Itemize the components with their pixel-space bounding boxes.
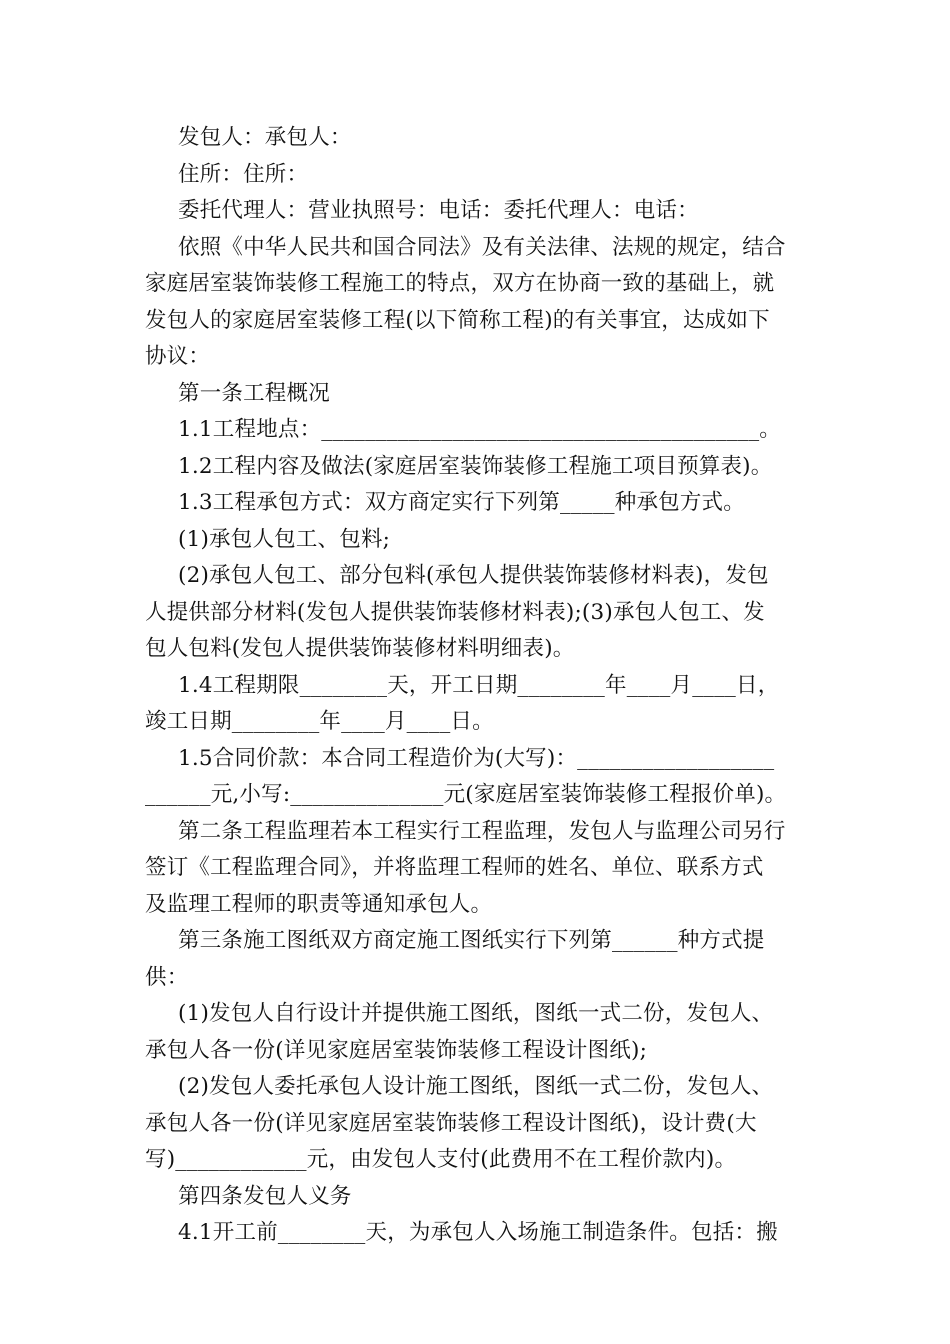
agent-line: 委托代理人：营业执照号：电话：委托代理人：电话： (178, 198, 699, 223)
article-3-heading: 第三条施工图纸双方商定施工图纸实行下列第______种方式提供： (145, 928, 765, 990)
article-2-paragraph: 第二条工程监理若本工程实行工程监理，发包人与监理公司另行 签订《工程监理合同》，并将监理工程师的姓名、单位、联系方式 及监理工程师的职责等通知承包人。 (145, 818, 786, 917)
clause-1-3-option-1: (1)承包人包工、包料; (178, 526, 391, 552)
clause-1-3: 1.3工程承包方式：双方商定实行下列第_____种承包方式。 (178, 490, 745, 515)
contract-body (145, 120, 805, 1252)
address-line: 住所：住所： (178, 161, 309, 187)
article-3-option-1: (1)发包人自行设计并提供施工图纸，图纸一式二份，发包人、 承包人各一份(详见家庭居室装饰装修工程设计图纸); (145, 1001, 774, 1063)
article-3-option-2: (2)发包人委托承包人设计施工图纸，图纸一式二份，发包人、 承包人各一份(详见家庭居室装饰装修工程设计图纸)，设计费(大 写)____________元，由发包人支付(此费用不在工程价款内)。 (145, 1074, 774, 1172)
party-line: 发包人：承包人： (178, 125, 352, 150)
clause-4-1: 4.1开工前________天，为承包人入场施工制造条件。包括：搬 (178, 1220, 778, 1245)
clause-1-5: 1.5合同价款：本合同工程造价为(大写)：__________________ ______元,小写:______________元(家庭居室装饰装修工程报价单)。 (145, 745, 787, 807)
article-1-heading: 第一条工程概况 (178, 380, 330, 406)
preamble-paragraph: 依照《中华人民共和国合同法》及有关法律、法规的规定，结合 家庭居室装饰装修工程施工的特点，双方在协商一致的基础上，就 发包人的家庭居室装修工程(以下简称工程)的有关事宜，达成如下 协议： (145, 234, 786, 369)
clause-1-1: 1.1工程地点：________________________________________。 (178, 417, 781, 442)
clause-1-2: 1.2工程内容及做法(家庭居室装饰装修工程施工项目预算表)。 (178, 453, 773, 479)
clause-1-4: 1.4工程期限________天，开工日期________年____月____日， 竣工日期________年____月____日。 (145, 672, 780, 734)
clause-1-3-option-2-3: (2)承包人包工、部分包料(承包人提供装饰装修材料表)，发包 人提供部分材料(发包人提供装饰装修材料表);(3)承包人包工、发 包人包料(发包人提供装饰装修材料明细表)。 (145, 563, 769, 661)
article-4-heading: 第四条发包人义务 (178, 1183, 352, 1209)
